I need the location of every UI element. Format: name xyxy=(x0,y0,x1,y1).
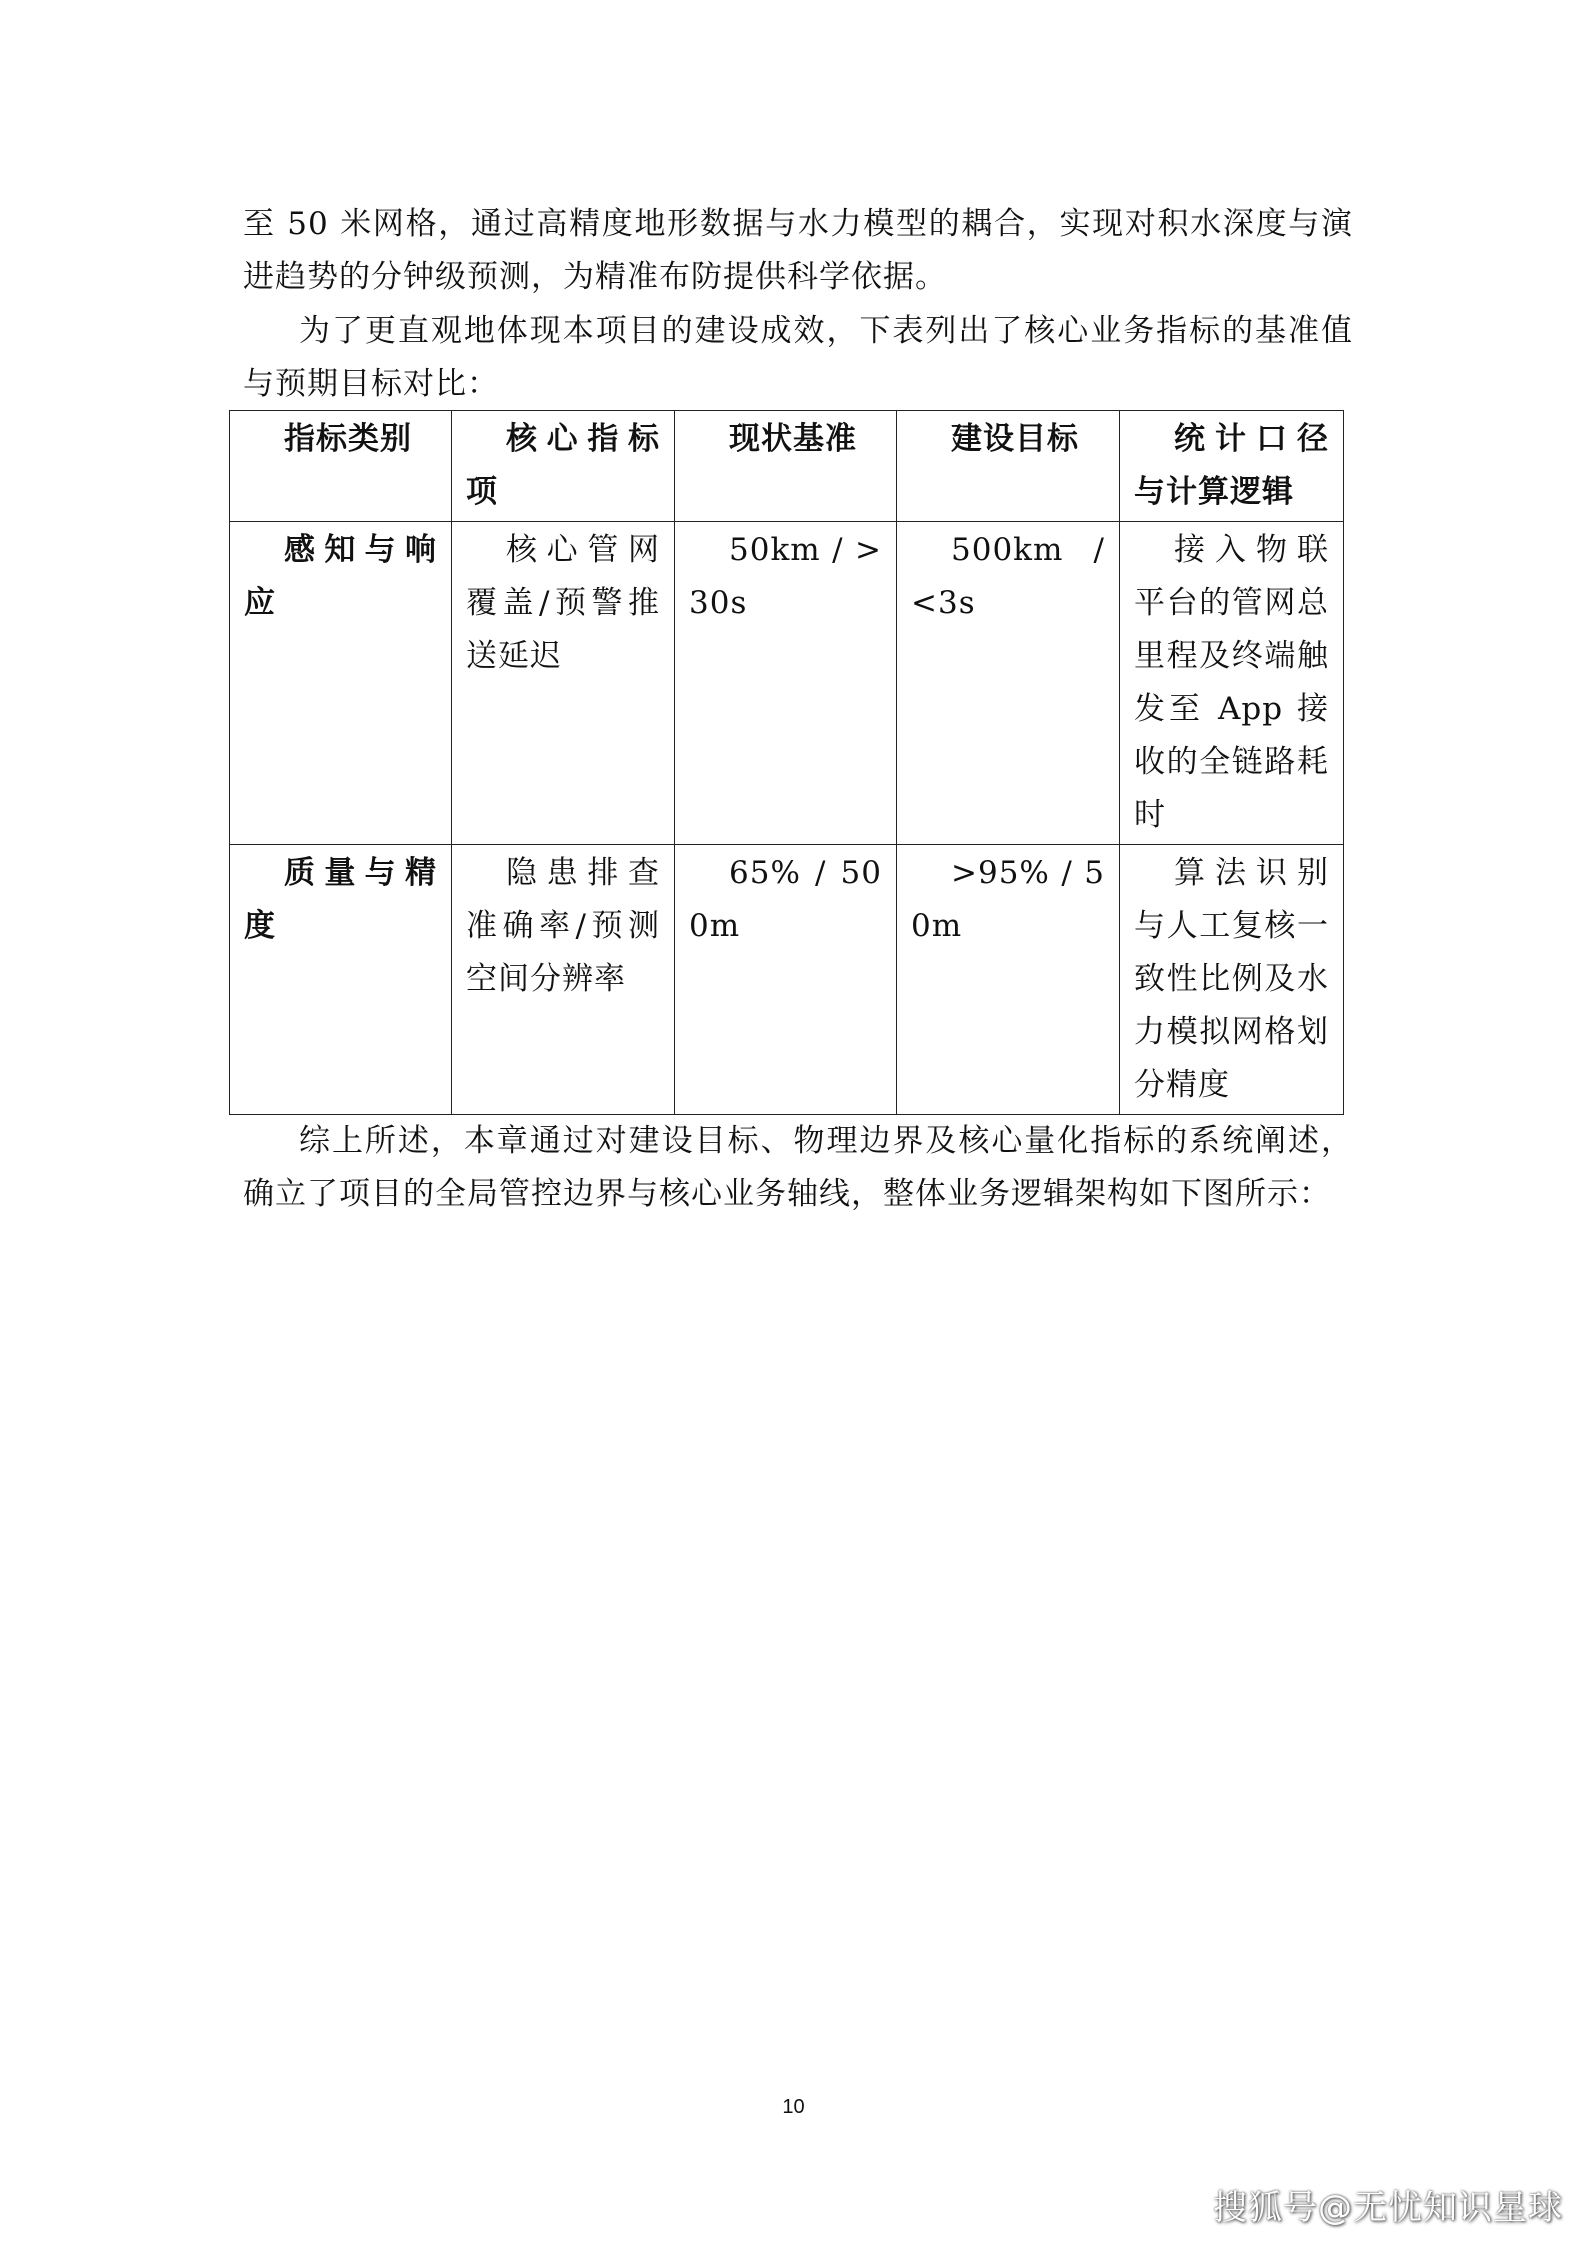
cell-baseline: 65% / 500m xyxy=(675,845,897,1115)
paragraph-summary: 综上所述，本章通过对建设目标、物理边界及核心量化指标的系统阐述，确立了项目的全局管控边界与核心业务轴线，整体业务逻辑架构如下图所示： xyxy=(243,1123,1353,1212)
paragraph-continuation: 至 50 米网格，通过高精度地形数据与水力模型的耦合，实现对积水深度与演进趋势的分钟级预测，为精准布防提供科学依据。 xyxy=(243,206,1353,295)
cell-statistical-logic: 算法识别与人工复核一致性比例及水力模拟网格划分精度 xyxy=(1120,845,1344,1115)
header-core-metric: 核心指标项 xyxy=(452,411,675,522)
page-number: 10 xyxy=(782,2096,805,2118)
cell-baseline: 50km / >30s xyxy=(675,522,897,845)
header-target: 建设目标 xyxy=(897,411,1120,522)
cell-core-metric: 核心管网覆盖/预警推送延迟 xyxy=(452,522,675,845)
header-category: 指标类别 xyxy=(230,411,452,522)
table-row xyxy=(230,845,1344,1115)
paragraph-intro: 为了更直观地体现本项目的建设成效，下表列出了核心业务指标的基准值与预期目标对比： xyxy=(243,313,1353,402)
cell-category: 质量与精度 xyxy=(230,845,452,1115)
metrics-comparison-table xyxy=(229,410,1344,1115)
cell-target: >95% / 50m xyxy=(897,845,1120,1115)
table-row xyxy=(230,522,1344,845)
cell-category: 感知与响应 xyxy=(230,522,452,845)
watermark: 搜狐号@无忧知识星球 xyxy=(1213,2188,1563,2228)
header-baseline: 现状基准 xyxy=(675,411,897,522)
cell-target: 500km / <3s xyxy=(897,522,1120,845)
table-header-row xyxy=(230,411,1344,522)
cell-statistical-logic: 接入物联平台的管网总里程及终端触发至 App 接收的全链路耗时 xyxy=(1120,522,1344,845)
cell-core-metric: 隐患排查准确率/预测空间分辨率 xyxy=(452,845,675,1115)
header-statistical-logic: 统计口径与计算逻辑 xyxy=(1120,411,1344,522)
